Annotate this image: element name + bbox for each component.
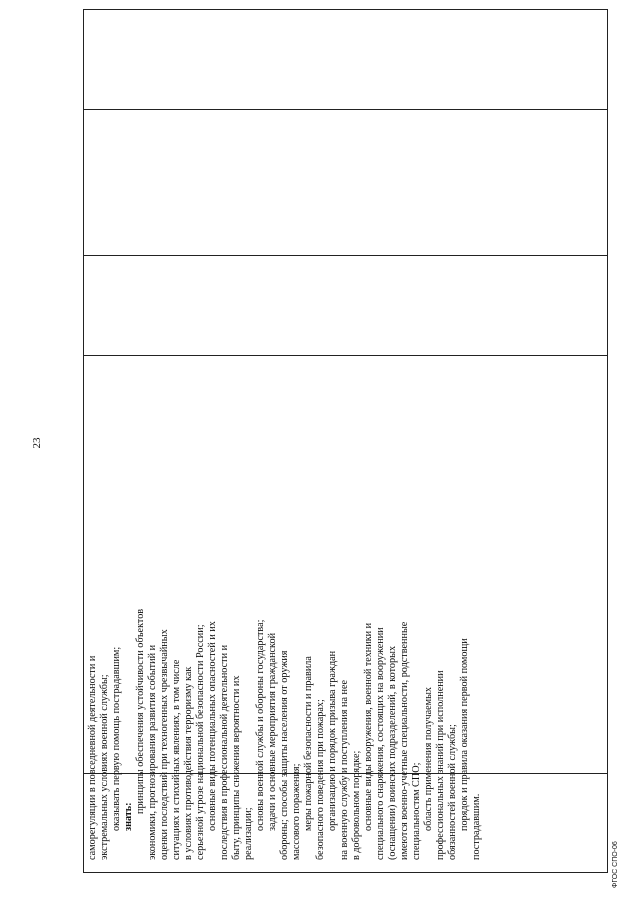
text-line: ситуациях и стихийных явлениях, в том числе [171,659,182,860]
text-line: массового поражения; [291,763,302,860]
text-line: (оснащении) воинских подразделений, в которых [387,645,398,860]
text-line: быту, принципы снижения вероятности их [231,675,242,860]
table-row-divider [83,109,608,110]
table-border-right [607,9,608,873]
text-line: на военную службу и поступления на нее [339,679,350,860]
text-line: оценки последствий при техногенных чрезвычайных [159,629,170,860]
text-line: обязанностей военной службы; [447,724,458,860]
text-line: в добровольном порядке; [351,750,362,860]
text-line: безопасного поведения при пожарах; [315,699,326,860]
section-heading: знать: [123,802,134,831]
table-row-divider [83,355,608,356]
table-row-divider [83,255,608,256]
table-border-top [83,9,608,10]
text-line: обороны; способы защиты населения от оружия [279,650,290,860]
text-line: реализации; [243,807,254,860]
text-line: серьезной угрозе национальной безопасности России; [195,624,206,860]
text-line: пострадавшим. [471,793,482,860]
text-line: задачи и основные мероприятия гражданской [267,632,278,831]
text-line: организацию и порядок призыва граждан [327,650,338,831]
text-line: основные виды потенциальных опасностей и их [207,621,218,831]
text-line: последствия в профессиональной деятельности и [219,644,230,860]
text-line: профессиональных знаний при исполнении [435,670,446,860]
text-line: порядок и правила оказания первой помощи [459,638,470,831]
page-number: 23 [31,437,43,449]
text-line: область применения получаемых [423,686,434,831]
text-line: саморегуляции в повседневной деятельности и [87,655,98,860]
table-border-left [83,9,84,873]
table-border-bottom [83,872,608,873]
text-line: принципы обеспечения устойчивости объектов [135,608,146,814]
footer-standard-code: ФГОС СПО-06 [612,841,619,888]
table-cell-competencies [87,488,482,860]
text-line: меры пожарной безопасности и правила [303,656,314,831]
text-line: основные виды вооружения, военной техники и [363,622,374,831]
text-line: экономики, прогнозирования развития событий и [147,644,158,860]
text-line: экстремальных условиях военной службы; [99,674,110,860]
text-line: оказывать первую помощь пострадавшим; [111,646,122,831]
text-line: специальностям СПО; [411,762,422,860]
text-line: в условиях противодействия терроризму как [183,666,194,860]
text-line: специального снаряжения, состоящих на вооружении [375,627,386,860]
text-line: основы военной службы и обороны государства; [255,619,266,831]
text-line: имеются военно-учетные специальности, родственные [399,621,410,860]
